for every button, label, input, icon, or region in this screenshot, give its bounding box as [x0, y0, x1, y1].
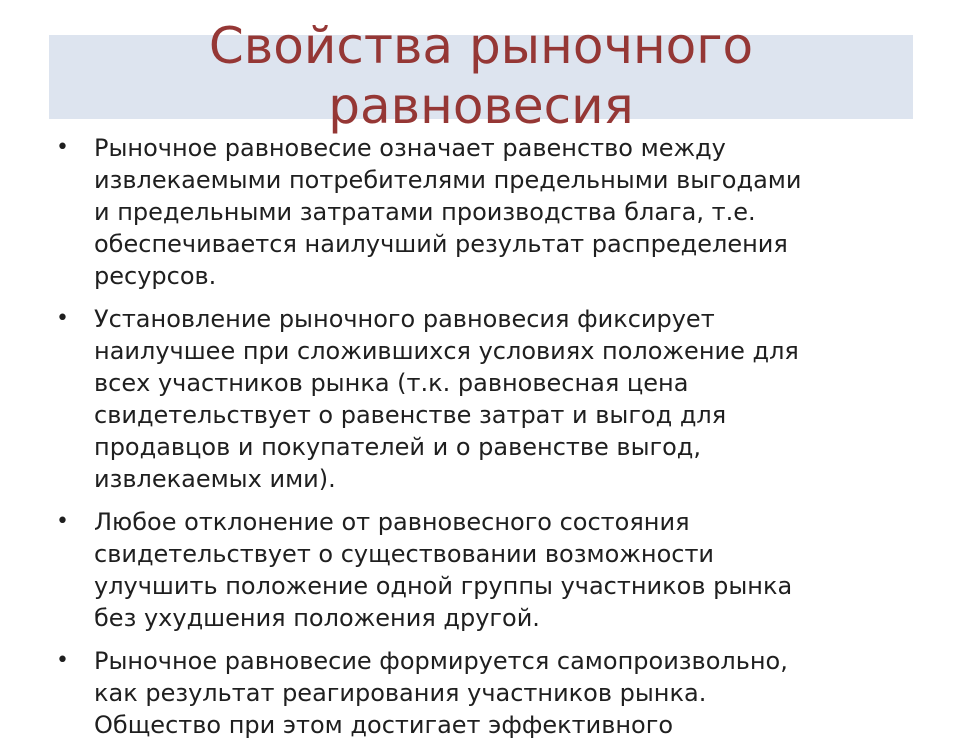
bullet-text-line: ресурсов. [94, 262, 217, 290]
bullet-text-line: Общество при этом достигает эффективного [94, 711, 674, 739]
bullet-item-1 [56, 132, 896, 292]
slide-title [49, 16, 913, 136]
bullet-text-line: Рыночное равновесие означает равенство между [94, 134, 726, 162]
bullet-text-line: наилучшее при сложившихся условиях положение для [94, 337, 799, 365]
bullet-text-line: свидетельствует о существовании возможности [94, 540, 715, 568]
bullet-text-line: всех участников рынка (т.к. равновесная цена [94, 369, 689, 397]
bullet-text-line: обеспечивается наилучший результат распределения [94, 230, 788, 258]
bullet-text-line: без ухудшения положения другой. [94, 604, 540, 632]
bullet-text-line: Установление рыночного равновесия фиксирует [94, 305, 715, 333]
bullet-marker: • [56, 648, 69, 673]
bullet-text-line: Любое отклонение от равновесного состояния [94, 508, 690, 536]
bullet-text-line: как результат реагирования участников рынка. [94, 679, 707, 707]
bullet-marker: • [56, 306, 69, 331]
bullet-text-line: извлекаемых ими). [94, 465, 336, 493]
bullet-text-line: улучшить положение одной группы участников рынка [94, 572, 793, 600]
bullet-item-4 [56, 645, 896, 741]
slide-title-line-2: равновесия [328, 77, 634, 135]
bullet-text-line: извлекаемыми потребителями предельными выгодами [94, 166, 802, 194]
bullet-text-line: и предельными затратами производства блага, т.е. [94, 198, 756, 226]
bullet-marker: • [56, 135, 69, 160]
bullet-item-2 [56, 303, 896, 495]
bullet-text-line: Рыночное равновесие формируется самопроизвольно, [94, 647, 788, 675]
bullet-text-line: продавцов и покупателей и о равенстве выгод, [94, 433, 702, 461]
bullet-text-line: свидетельствует о равенстве затрат и выгод для [94, 401, 727, 429]
bullet-marker: • [56, 509, 69, 534]
slide-title-line-1: Свойства рыночного [208, 17, 754, 75]
bullet-list [56, 132, 896, 752]
bullet-item-3 [56, 506, 896, 634]
